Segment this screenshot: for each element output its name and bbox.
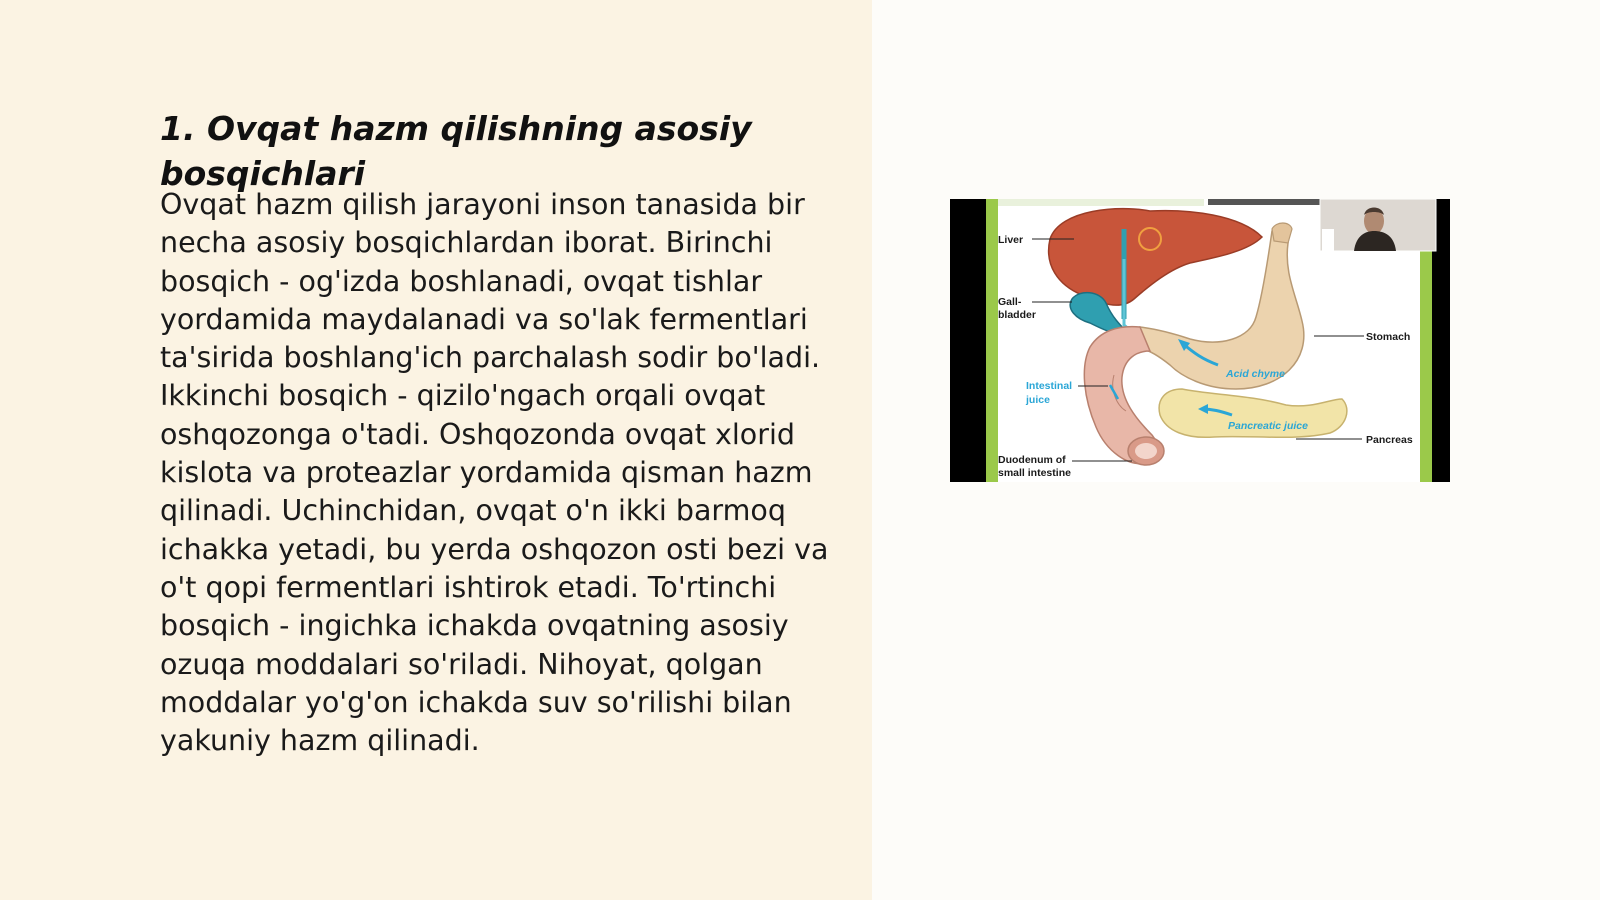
label-pancreatic-juice: Pancreatic juice <box>1228 420 1308 432</box>
label-duodenum-2: small intestine <box>998 467 1071 479</box>
digestive-system-figure <box>950 199 1450 482</box>
label-gallbladder-1: Gall- <box>998 296 1022 308</box>
frame-left-black <box>950 199 986 482</box>
frame-left-green <box>986 199 998 482</box>
label-stomach: Stomach <box>1366 331 1411 343</box>
webcam-thumbnail <box>1320 199 1436 251</box>
label-duodenum-1: Duodenum of <box>998 454 1066 466</box>
slide-body-text: Ovqat hazm qilish jarayoni inson tanasida bir necha asosiy bosqichlardan iborat. Birinchi bosqich - og'izda boshlanadi, ovqat tishlar yordamida maydalanadi va so'lak fermentlari ta'sirida boshlang'ich parchalash sodir bo'ladi. Ikkinchi bosqich - qizilo'ngach orqali ovqat oshqozonga o'tadi. Oshqozonda ovqat xlorid kislota va proteazlar yordamida qisman hazm qilinadi. Uchinchidan, ovqat o'n ikki barmoq ichakka yetadi, bu yerda oshqozon osti bezi va o't qopi fermentlari ishtirok etadi. To'rtinchi bosqich - ingichka ichakda ovqatning asosiy ozuqa moddalari so'riladi. Nihoyat, qolgan moddalar yo'g'on ichakda suv so'rilishi bilan yakuniy hazm qilinadi. <box>160 188 829 758</box>
label-intestinal-1: Intestinal <box>1026 380 1073 392</box>
label-liver: Liver <box>998 234 1024 246</box>
slide-title: 1. Ovqat hazm qilishning asosiy bosqichlari <box>160 109 752 193</box>
label-gallbladder-2: bladder <box>998 309 1036 321</box>
digestive-diagram <box>950 199 1450 482</box>
label-pancreas: Pancreas <box>1366 434 1413 446</box>
label-intestinal-2: juice <box>1026 394 1050 406</box>
label-acid-chyme: Acid chyme <box>1226 368 1285 380</box>
